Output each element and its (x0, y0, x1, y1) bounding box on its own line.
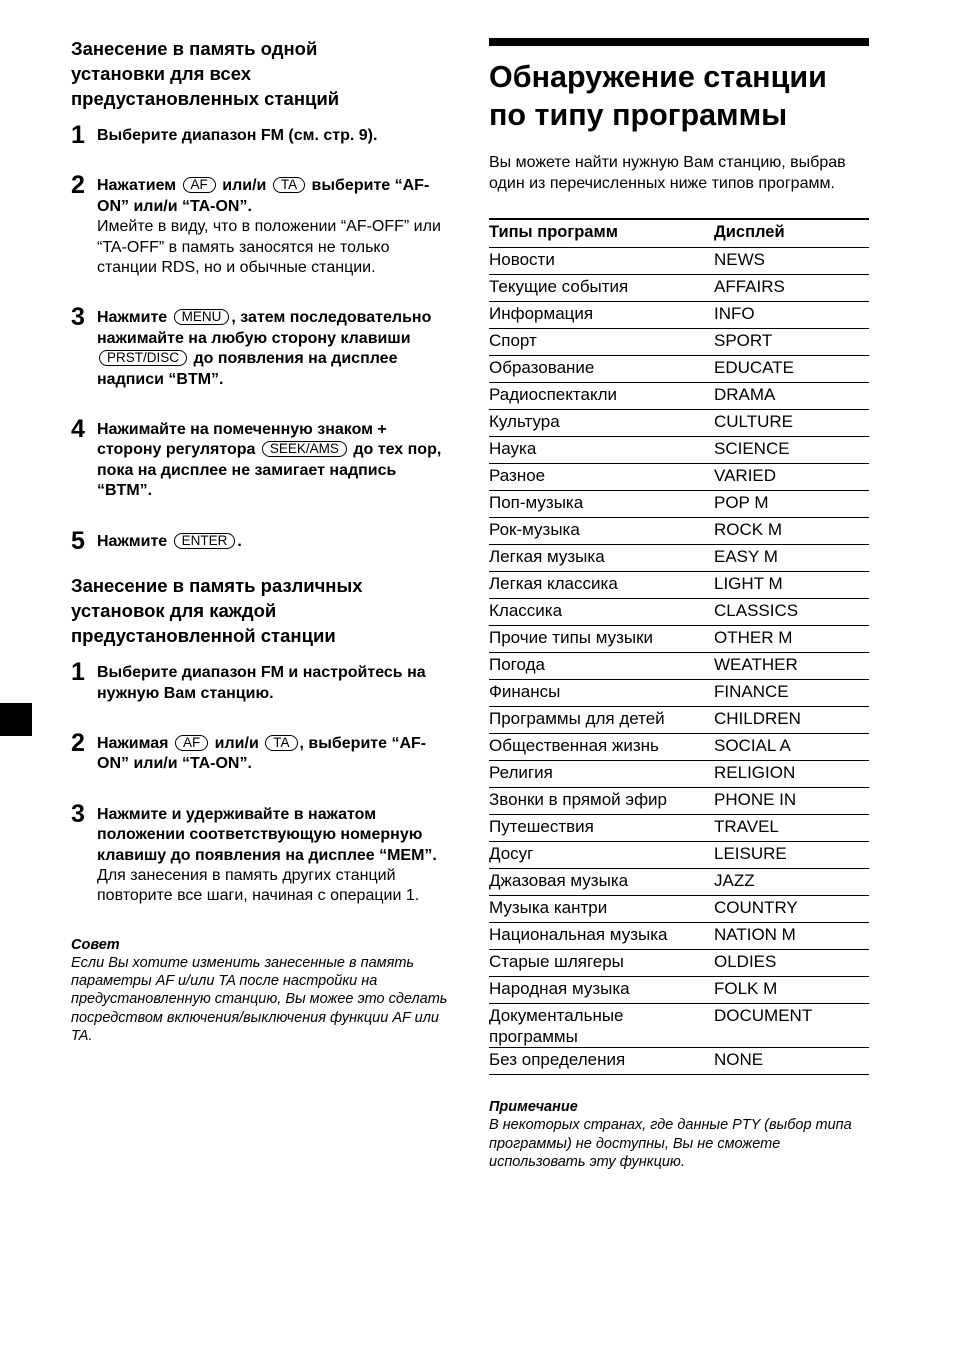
table-row (489, 383, 869, 410)
step-number: 3 (71, 799, 85, 828)
program-type-cell: Национальная музыка (489, 923, 714, 950)
step-text: до появления на дисплее надписи “BTM”. (97, 350, 398, 388)
title-rule (489, 38, 869, 46)
section1-heading: Занесение в память одной установки для всех предустановленных станций (71, 38, 340, 109)
step-text: выберите “AF-ON” или/и “TA-ON”. (97, 177, 430, 215)
table-row (489, 923, 869, 950)
step-text: Нажатием (97, 177, 177, 195)
table-row (489, 302, 869, 329)
table-row (489, 545, 869, 572)
pty-table-body (489, 248, 869, 1075)
program-type-cell: Информация (489, 302, 714, 329)
step-note: Для занесения в память других станций повторите все шаги, начиная с операции 1. (97, 866, 420, 905)
display-code-cell: CHILDREN (714, 707, 869, 734)
af-button-label: AF (183, 177, 216, 193)
step-text: Нажимая (97, 734, 169, 752)
step-number: 1 (71, 121, 85, 149)
s1-step-5 (71, 526, 451, 555)
s1-step-3 (71, 303, 451, 390)
table-row (489, 761, 869, 788)
display-code-cell: FOLK M (714, 977, 869, 1004)
tip-text: Если Вы хотите изменить занесенные в память параметры AF и/или TA после настройки на предустановленную станцию, Вы можее это сделать посредством включения/выключения функции AF или TA. (71, 954, 448, 1044)
s2-step-1 (71, 658, 451, 704)
table-row (489, 734, 869, 761)
right-column (489, 38, 869, 1171)
s1-step-4 (71, 415, 451, 502)
pty-table (489, 218, 869, 1075)
table-header-row (489, 219, 869, 248)
page-title: Обнаружение станции по типу программы (489, 60, 827, 132)
program-type-cell: Погода (489, 653, 714, 680)
program-type-cell: Прочие типы музыки (489, 626, 714, 653)
program-type-cell: Джазовая музыка (489, 869, 714, 896)
table-row (489, 464, 869, 491)
af-button-label: AF (175, 735, 208, 751)
display-code-cell: OLDIES (714, 950, 869, 977)
program-type-cell: Спорт (489, 329, 714, 356)
display-code-cell: LEISURE (714, 842, 869, 869)
display-code-cell: RELIGION (714, 761, 869, 788)
table-row (489, 491, 869, 518)
program-type-cell: Путешествия (489, 815, 714, 842)
table-row (489, 707, 869, 734)
left-column (71, 36, 451, 1045)
step-text: . (237, 532, 242, 550)
step-number: 2 (71, 728, 85, 757)
display-code-cell: CULTURE (714, 410, 869, 437)
step-text: Нажмите (97, 309, 168, 327)
table-row (489, 815, 869, 842)
table-row (489, 950, 869, 977)
enter-button-label: ENTER (174, 533, 236, 549)
program-type-cell: Образование (489, 356, 714, 383)
s2-step-2 (71, 728, 451, 775)
column-header-display: Дисплей (714, 219, 869, 248)
display-code-cell: WEATHER (714, 653, 869, 680)
menu-button-label: MENU (174, 309, 230, 325)
page-section-tab (0, 703, 32, 736)
s1-step-2 (71, 171, 451, 278)
program-type-cell: Народная музыка (489, 977, 714, 1004)
program-type-cell: Культура (489, 410, 714, 437)
step-text: Нажимайте на помеченную знаком + сторону регулятора (97, 421, 387, 459)
display-code-cell: NONE (714, 1048, 869, 1075)
program-type-cell: Финансы (489, 680, 714, 707)
table-row (489, 788, 869, 815)
program-type-cell: Старые шлягеры (489, 950, 714, 977)
table-row (489, 842, 869, 869)
table-row (489, 356, 869, 383)
prst-disc-button-label: PRST/DISC (99, 350, 187, 366)
program-type-cell: Разное (489, 464, 714, 491)
program-type-cell: Досуг (489, 842, 714, 869)
program-type-cell: Легкая музыка (489, 545, 714, 572)
display-code-cell: DRAMA (714, 383, 869, 410)
table-row (489, 248, 869, 275)
table-row (489, 518, 869, 545)
table-row (489, 1048, 869, 1075)
program-type-cell: Классика (489, 599, 714, 626)
display-code-cell: SCIENCE (714, 437, 869, 464)
table-row (489, 410, 869, 437)
table-row (489, 626, 869, 653)
display-code-cell: SPORT (714, 329, 869, 356)
intro-text: Вы можете найти нужную Вам станцию, выбрав один из перечисленных ниже типов программ. (489, 154, 846, 192)
step-text: Выберите диапазон FM и настройтесь на нужную Вам станцию. (97, 664, 426, 702)
display-code-cell: AFFAIRS (714, 275, 869, 302)
section2-heading: Занесение в память различных установок для каждой предустановленной станции (71, 575, 363, 647)
step-text: Нажмите (97, 532, 168, 550)
table-row (489, 653, 869, 680)
display-code-cell: SOCIAL A (714, 734, 869, 761)
step-number: 5 (71, 526, 85, 555)
display-code-cell: EDUCATE (714, 356, 869, 383)
program-type-cell: Поп-музыка (489, 491, 714, 518)
display-code-cell: NATION M (714, 923, 869, 950)
display-code-cell: FINANCE (714, 680, 869, 707)
display-code-cell: VARIED (714, 464, 869, 491)
display-code-cell: LIGHT M (714, 572, 869, 599)
step-number: 3 (71, 303, 85, 332)
program-type-cell: Радиоспектакли (489, 383, 714, 410)
step-text: Выберите диапазон FM (см. стр. 9). (97, 127, 378, 144)
program-type-cell: Рок-музыка (489, 518, 714, 545)
table-row (489, 977, 869, 1004)
program-type-cell: Без определения (489, 1048, 714, 1075)
tip-title: Совет (71, 936, 120, 953)
table-row (489, 680, 869, 707)
display-code-cell: DOCUMENT (714, 1004, 869, 1048)
table-row (489, 599, 869, 626)
program-type-cell: Музыка кантри (489, 896, 714, 923)
display-code-cell: NEWS (714, 248, 869, 275)
table-row (489, 869, 869, 896)
step-text: или/и (214, 734, 259, 752)
program-type-cell: Легкая классика (489, 572, 714, 599)
note-block (489, 1098, 869, 1171)
seek-ams-button-label: SEEK/AMS (262, 441, 347, 457)
ta-button-label: TA (273, 177, 305, 193)
table-row (489, 1004, 869, 1048)
program-type-cell: Религия (489, 761, 714, 788)
program-type-cell: Текущие события (489, 275, 714, 302)
program-type-cell: Документальные программы (489, 1004, 714, 1048)
table-row (489, 275, 869, 302)
table-row (489, 329, 869, 356)
table-row (489, 572, 869, 599)
tip-block (71, 936, 451, 1045)
column-header-types: Типы программ (489, 219, 714, 248)
display-code-cell: TRAVEL (714, 815, 869, 842)
step-text: Нажмите и удерживайте в нажатом положении соответствующую номерную клавишу до появления на дисплее “MEM”. (97, 805, 437, 864)
step-number: 2 (71, 171, 85, 200)
step-text: до тех пор, пока на дисплее не замигает надпись “BTM”. (97, 441, 442, 500)
display-code-cell: OTHER M (714, 626, 869, 653)
step-text: , затем последовательно нажимайте на любую сторону клавиши (97, 309, 432, 347)
note-text: В некоторых странах, где данные PTY (выбор типа программы) не доступны, Вы не сможете использовать эту функцию. (489, 1117, 852, 1170)
program-type-cell: Звонки в прямой эфир (489, 788, 714, 815)
display-code-cell: POP M (714, 491, 869, 518)
note-title: Примечание (489, 1099, 578, 1116)
program-type-cell: Программы для детей (489, 707, 714, 734)
display-code-cell: INFO (714, 302, 869, 329)
step-text: , выберите “AF-ON” или/и “TA-ON”. (97, 734, 427, 773)
s1-step-1 (71, 121, 451, 149)
display-code-cell: JAZZ (714, 869, 869, 896)
display-code-cell: CLASSICS (714, 599, 869, 626)
program-type-cell: Общественная жизнь (489, 734, 714, 761)
table-row (489, 896, 869, 923)
table-row (489, 437, 869, 464)
ta-button-label: TA (265, 735, 297, 751)
display-code-cell: PHONE IN (714, 788, 869, 815)
s2-step-3 (71, 799, 451, 907)
display-code-cell: EASY M (714, 545, 869, 572)
display-code-cell: ROCK M (714, 518, 869, 545)
step-number: 1 (71, 658, 85, 687)
program-type-cell: Наука (489, 437, 714, 464)
program-type-cell: Новости (489, 248, 714, 275)
display-code-cell: COUNTRY (714, 896, 869, 923)
step-number: 4 (71, 415, 85, 444)
step-note: Имейте в виду, что в положении “AF-OFF” или “TA-OFF” в память заносятся не только станции RDS, но и обычные станции. (97, 218, 441, 277)
step-text: или/и (222, 177, 267, 195)
